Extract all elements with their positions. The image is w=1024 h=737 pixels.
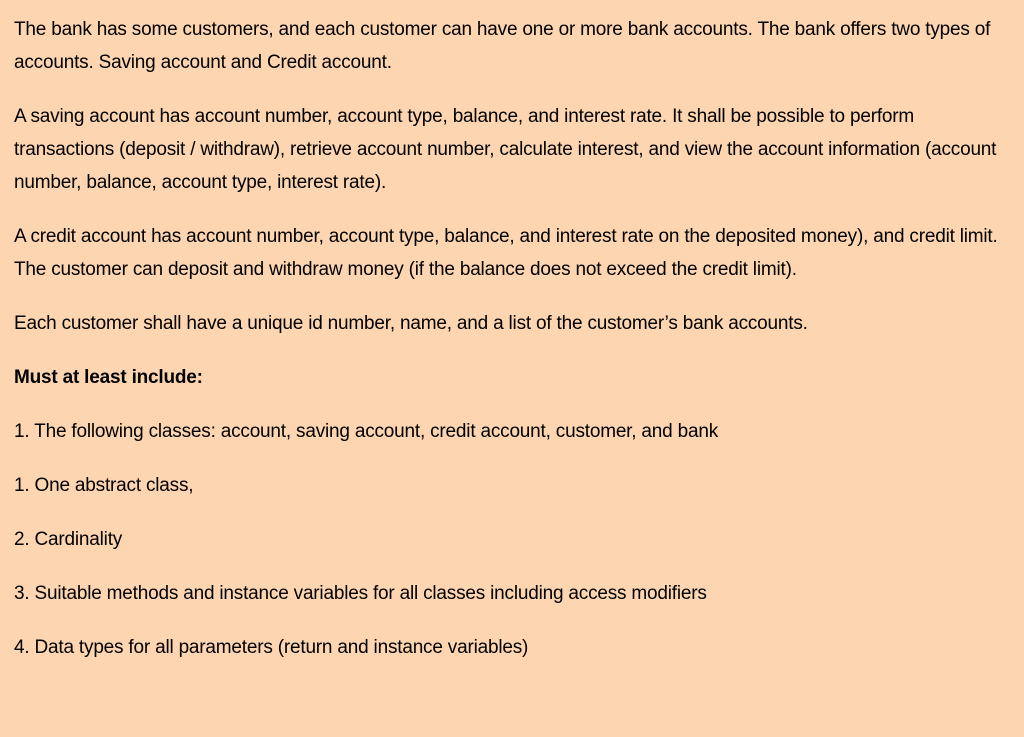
requirement-item: 1. One abstract class,	[14, 475, 194, 496]
requirement-item: 1. The following classes: account, saving account, credit account, customer, and bank	[14, 421, 718, 442]
paragraph-bank-overview: The bank has some customers, and each customer can have one or more bank accounts. The bank offers two types of accounts. Saving account and Credit account.	[14, 19, 991, 73]
requirement-item: 4. Data types for all parameters (return and instance variables)	[14, 637, 529, 658]
paragraph-saving-account: A saving account has account number, account type, balance, and interest rate. It shall be possible to perform transactions (deposit / withdraw), retrieve account number, calculate interest, and view the account information (account number, balance, account type, interest rate).	[14, 106, 997, 193]
paragraph-customer: Each customer shall have a unique id number, name, and a list of the customer’s bank accounts.	[14, 313, 808, 334]
paragraph-credit-account: A credit account has account number, account type, balance, and interest rate on the deposited money), and credit limit. The customer can deposit and withdraw money (if the balance does not exceed the credit limit).	[14, 226, 998, 280]
requirement-item: 2. Cardinality	[14, 529, 123, 550]
requirement-item: 3. Suitable methods and instance variables for all classes including access modifiers	[14, 583, 707, 604]
requirements-heading: Must at least include:	[14, 367, 203, 388]
